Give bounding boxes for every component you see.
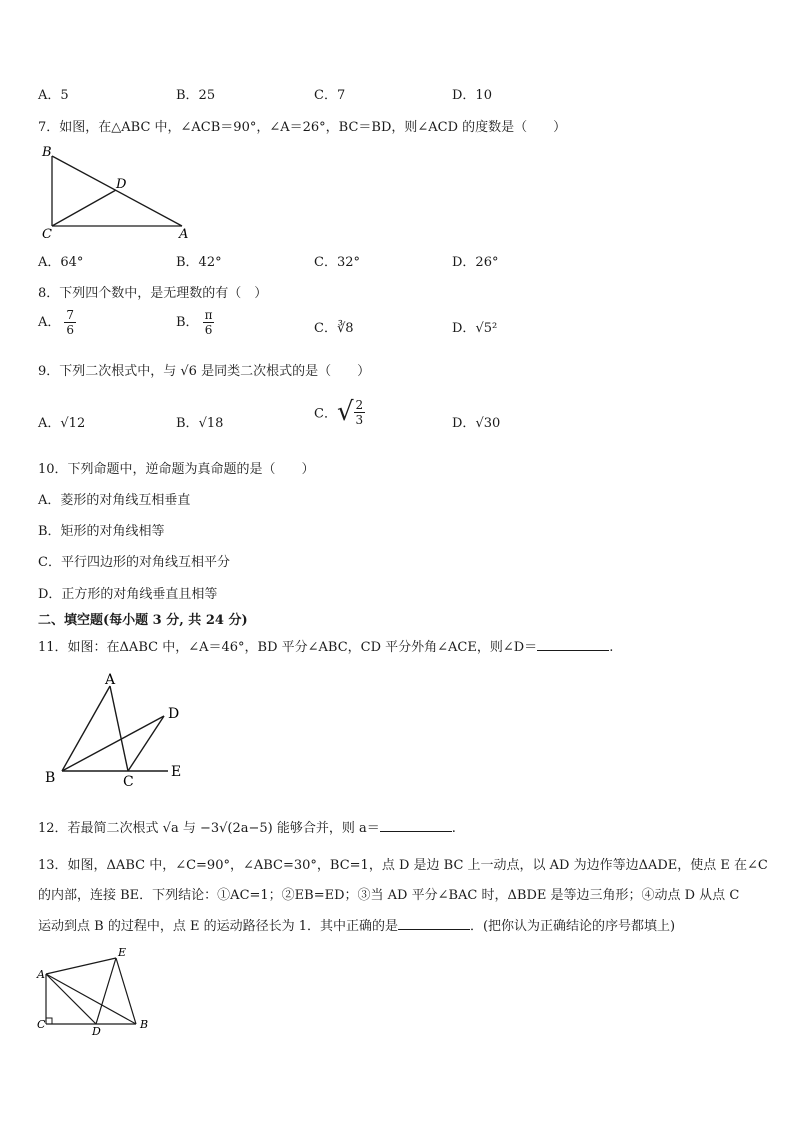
q10-option-a: A．菱形的对角线互相垂直 [38, 493, 191, 508]
q13-label-e: E [118, 946, 127, 959]
q11-label-c: C [123, 774, 134, 788]
q13-line2: 的内部，连接 BE．下列结论：①AC=1；②EB=ED；③当 AD 平分∠BAC 时，ΔBDE 是等边三角形；④动点 D 从点 C [38, 888, 740, 903]
q7-option-d: D．26° [452, 255, 499, 270]
q9-option-b: B．√18 [176, 416, 224, 431]
q11-stem: 11．如图：在ΔABC 中，∠A＝46°，BD 平分∠ABC，CD 平分外角∠ACE，则∠D＝ . [38, 640, 614, 655]
q7-label-d: D [116, 177, 127, 192]
q9-option-a: A．√12 [38, 416, 86, 431]
q6-option-b: B．25 [176, 88, 216, 103]
q13-label-c: C [37, 1018, 46, 1031]
q6-option-d: D．10 [452, 88, 492, 103]
q7-label-c: C [42, 227, 52, 242]
q10-stem: 10．下列命题中，逆命题为真命题的是（ ） [38, 462, 315, 477]
q8-option-c: C．∛8 [314, 321, 354, 336]
q6-option-c: C．7 [314, 88, 346, 103]
q7-option-c: C．32° [314, 255, 360, 270]
q7-stem: 7．如图，在△ABC 中，∠ACB＝90°，∠A＝26°，BC＝BD，则∠ACD 的度数是（ ） [38, 120, 567, 135]
section-title: 二、填空题(每小题 3 分, 共 24 分) [38, 613, 248, 628]
q11-label-b: B [45, 770, 56, 786]
q9-option-c: C．√ $\frac{2}{3}$ [314, 397, 364, 427]
answer-blank [537, 638, 609, 651]
q11-label-e: E [171, 764, 182, 780]
q13-line1: 13．如图，ΔABC 中，∠C=90°，∠ABC=30°，BC=1，点 D 是边 BC 上一动点，以 AD 为边作等边ΔADE，使点 E 在∠C [38, 858, 768, 873]
q10-option-b: B．矩形的对角线相等 [38, 524, 165, 539]
q7-option-b: B．42° [176, 255, 222, 270]
q6-option-a: A．5 [38, 88, 69, 103]
q10-option-d: D．正方形的对角线垂直且相等 [38, 587, 218, 602]
q11-label-d: D [168, 706, 180, 722]
q13-label-b: B [140, 1018, 149, 1031]
q9-option-d: D．√30 [452, 416, 501, 431]
q9-stem: 9．下列二次根式中，与 √6 是同类二次根式的是（ ） [38, 364, 371, 379]
q7-figure [36, 142, 196, 246]
q13-figure [34, 944, 164, 1040]
q7-option-a: A．64° [38, 255, 84, 270]
q13-line3: 运动到点 B 的过程中，点 E 的运动路径长为 1．其中正确的是 ．(把你认为正确结论的序号都填上) [38, 919, 676, 934]
answer-blank [398, 917, 470, 930]
q13-label-d: D [92, 1025, 101, 1036]
answer-blank [380, 819, 452, 832]
q8-stem: 8．下列四个数中，是无理数的有（ ） [38, 286, 268, 301]
q8-option-b: B． $\frac{\pi}{6}$ [176, 308, 213, 337]
sqrt-icon: √ [336, 397, 354, 427]
q7-label-b: B [42, 145, 52, 160]
q10-option-c: C．平行四边形的对角线互相平分 [38, 555, 230, 570]
q13-label-a: A [37, 968, 45, 981]
q8-option-d: D．√5² [452, 321, 498, 336]
q7-label-a: A [179, 227, 189, 242]
q12-stem: 12．若最简二次根式 √a 与 −3√(2a−5) 能够合并，则 a＝ . [38, 821, 456, 836]
q11-figure [40, 668, 200, 792]
q11-label-a: A [105, 672, 116, 688]
q8-option-a: A． $\frac{7}{6}$ [38, 308, 75, 337]
